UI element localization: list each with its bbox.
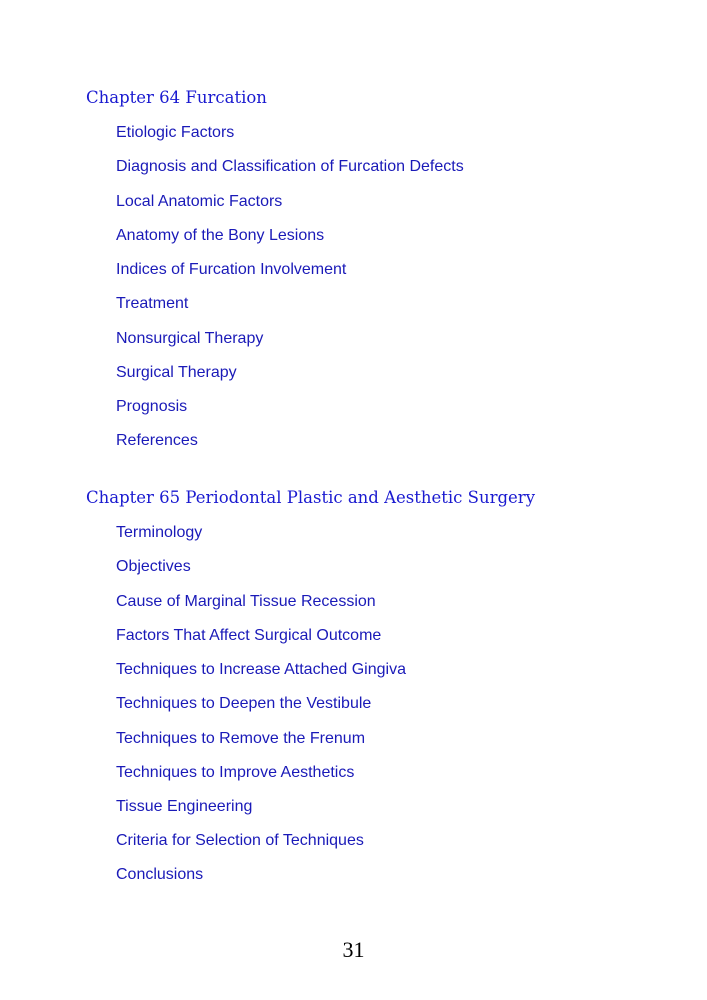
- chapter-64-title[interactable]: Chapter 64 Furcation: [86, 88, 267, 107]
- toc-entry-prognosis[interactable]: Prognosis: [116, 398, 188, 415]
- toc-entry-indices-furcation[interactable]: Indices of Furcation Involvement: [116, 261, 347, 278]
- toc-entry-local-anatomic-factors[interactable]: Local Anatomic Factors: [116, 193, 283, 210]
- toc-entry-surgical-therapy[interactable]: Surgical Therapy: [116, 364, 237, 381]
- toc-entry-conclusions[interactable]: Conclusions: [116, 866, 204, 883]
- toc-entry-diagnosis-classification[interactable]: Diagnosis and Classification of Furcation Defects: [116, 158, 464, 175]
- toc-entry-anatomy-bony-lesions[interactable]: Anatomy of the Bony Lesions: [116, 227, 325, 244]
- toc-entry-terminology[interactable]: Terminology: [116, 524, 203, 541]
- page-number: 31: [342, 937, 365, 962]
- toc-entry-improve-aesthetics[interactable]: Techniques to Improve Aesthetics: [116, 764, 355, 781]
- toc-entry-references[interactable]: References: [116, 432, 198, 449]
- toc-entry-increase-attached-gingiva[interactable]: Techniques to Increase Attached Gingiva: [116, 661, 406, 678]
- toc-entry-nonsurgical-therapy[interactable]: Nonsurgical Therapy: [116, 330, 264, 347]
- toc-entry-cause-marginal-recession[interactable]: Cause of Marginal Tissue Recession: [116, 593, 376, 610]
- chapter-65-title[interactable]: Chapter 65 Periodontal Plastic and Aesthetic Surgery: [86, 488, 536, 507]
- toc-entry-treatment[interactable]: Treatment: [116, 295, 189, 312]
- toc-entry-objectives[interactable]: Objectives: [116, 558, 191, 575]
- toc-entry-deepen-vestibule[interactable]: Techniques to Deepen the Vestibule: [116, 695, 372, 712]
- toc-entry-criteria-selection[interactable]: Criteria for Selection of Techniques: [116, 832, 364, 849]
- toc-entry-tissue-engineering[interactable]: Tissue Engineering: [116, 798, 253, 815]
- toc-entry-etiologic-factors[interactable]: Etiologic Factors: [116, 124, 235, 141]
- toc-entry-factors-surgical-outcome[interactable]: Factors That Affect Surgical Outcome: [116, 627, 382, 644]
- toc-entry-remove-frenum[interactable]: Techniques to Remove the Frenum: [116, 730, 366, 747]
